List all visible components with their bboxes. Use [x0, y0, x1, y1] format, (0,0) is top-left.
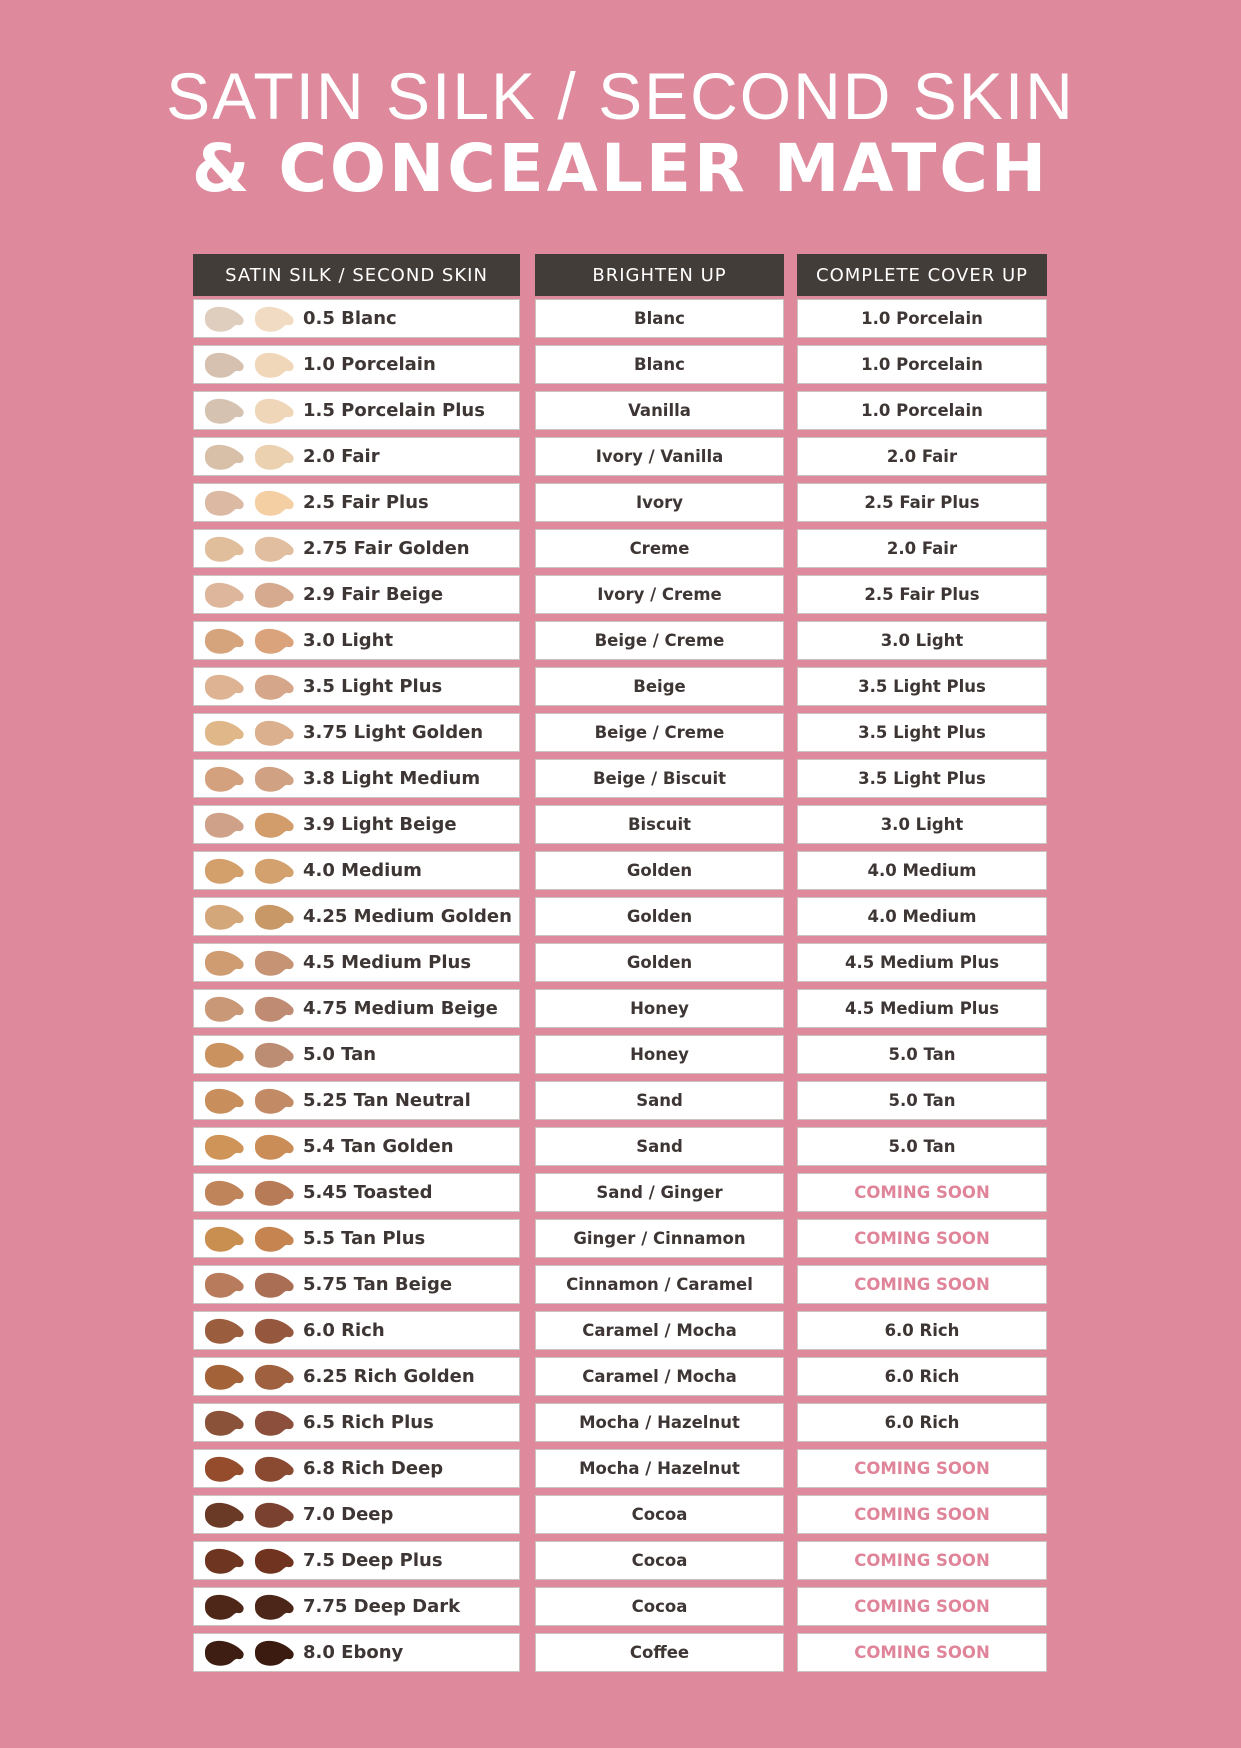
- shade-swatch-1: [202, 1224, 246, 1254]
- cover-up-match: 1.0 Porcelain: [797, 299, 1047, 338]
- shade-swatch-2: [252, 626, 296, 656]
- cover-up-match: 3.5 Light Plus: [797, 713, 1047, 752]
- brighten-up-match: Sand: [535, 1127, 784, 1166]
- brighten-up-match: Golden: [535, 943, 784, 982]
- foundation-shade-row: [193, 1495, 520, 1534]
- foundation-column-header: SATIN SILK / SECOND SKIN: [193, 254, 520, 296]
- shade-swatch-1: [202, 1040, 246, 1070]
- shade-swatch-1: [202, 442, 246, 472]
- foundation-shade-row: [193, 1587, 520, 1626]
- coming-soon-label: COMING SOON: [797, 1219, 1047, 1258]
- brighten-up-match: Ginger / Cinnamon: [535, 1219, 784, 1258]
- cover-up-match: 3.5 Light Plus: [797, 759, 1047, 798]
- shade-swatch-1: [202, 948, 246, 978]
- foundation-shade-name: 1.0 Porcelain: [303, 354, 436, 375]
- shade-swatch-2: [252, 1500, 296, 1530]
- brighten-up-match: Beige / Biscuit: [535, 759, 784, 798]
- foundation-shade-row: [193, 391, 520, 430]
- brighten-up-match: Biscuit: [535, 805, 784, 844]
- shade-swatch-2: [252, 1454, 296, 1484]
- brighten-up-match: Cocoa: [535, 1587, 784, 1626]
- shade-swatch-1: [202, 1316, 246, 1346]
- cover-up-match: 4.5 Medium Plus: [797, 943, 1047, 982]
- shade-swatch-2: [252, 1316, 296, 1346]
- shade-swatch-2: [252, 1086, 296, 1116]
- foundation-shade-row: [193, 713, 520, 752]
- foundation-shade-row: [193, 989, 520, 1028]
- brighten-up-match: Coffee: [535, 1633, 784, 1672]
- shade-swatch-1: [202, 1592, 246, 1622]
- shade-swatches: [194, 1178, 299, 1208]
- foundation-shade-name: 0.5 Blanc: [303, 308, 397, 329]
- shade-swatch-1: [202, 718, 246, 748]
- shade-swatches: [194, 764, 299, 794]
- shade-swatches: [194, 1270, 299, 1300]
- foundation-shade-name: 8.0 Ebony: [303, 1642, 404, 1663]
- shade-swatch-1: [202, 1086, 246, 1116]
- shade-swatch-1: [202, 1546, 246, 1576]
- shade-swatches: [194, 488, 299, 518]
- brighten-up-match: Caramel / Mocha: [535, 1311, 784, 1350]
- brighten-up-column: [535, 254, 784, 1679]
- foundation-shade-row: [193, 1403, 520, 1442]
- cover-up-match: 5.0 Tan: [797, 1035, 1047, 1074]
- foundation-shade-name: 3.0 Light: [303, 630, 394, 651]
- shade-swatch-1: [202, 1408, 246, 1438]
- cover-up-match: 6.0 Rich: [797, 1311, 1047, 1350]
- shade-swatch-2: [252, 902, 296, 932]
- foundation-shade-name: 6.25 Rich Golden: [303, 1366, 475, 1387]
- foundation-shade-row: [193, 575, 520, 614]
- shade-swatch-2: [252, 1638, 296, 1668]
- shade-swatch-1: [202, 1362, 246, 1392]
- cover-up-match: 3.5 Light Plus: [797, 667, 1047, 706]
- foundation-shade-row: [193, 483, 520, 522]
- shade-swatch-2: [252, 1178, 296, 1208]
- cover-up-match: 4.0 Medium: [797, 851, 1047, 890]
- shade-swatch-2: [252, 1408, 296, 1438]
- cover-up-match: 6.0 Rich: [797, 1357, 1047, 1396]
- shade-swatches: [194, 626, 299, 656]
- shade-swatch-1: [202, 764, 246, 794]
- foundation-shade-row: [193, 897, 520, 936]
- cover-up-match: 6.0 Rich: [797, 1403, 1047, 1442]
- foundation-shade-name: 5.0 Tan: [303, 1044, 377, 1065]
- cover-up-match: 4.0 Medium: [797, 897, 1047, 936]
- shade-swatch-2: [252, 856, 296, 886]
- brighten-up-match: Cocoa: [535, 1541, 784, 1580]
- shade-swatch-2: [252, 442, 296, 472]
- foundation-shade-name: 2.0 Fair: [303, 446, 380, 467]
- brighten-up-match: Blanc: [535, 299, 784, 338]
- shade-swatch-2: [252, 396, 296, 426]
- shade-swatch-2: [252, 1270, 296, 1300]
- shade-swatches: [194, 718, 299, 748]
- brighten-up-column-header: BRIGHTEN UP: [535, 254, 784, 296]
- brighten-up-match: Honey: [535, 1035, 784, 1074]
- cover-up-column-header: COMPLETE COVER UP: [797, 254, 1047, 296]
- foundation-shade-row: [193, 1035, 520, 1074]
- foundation-shade-row: [193, 1449, 520, 1488]
- foundation-column: [193, 254, 520, 1679]
- foundation-shade-name: 3.8 Light Medium: [303, 768, 481, 789]
- shade-swatches: [194, 1638, 299, 1668]
- foundation-shade-name: 2.5 Fair Plus: [303, 492, 429, 513]
- shade-swatches: [194, 902, 299, 932]
- shade-swatches: [194, 1086, 299, 1116]
- foundation-shade-name: 7.75 Deep Dark: [303, 1596, 461, 1617]
- shade-swatches: [194, 1362, 299, 1392]
- shade-swatches: [194, 672, 299, 702]
- foundation-shade-row: [193, 943, 520, 982]
- shade-swatch-2: [252, 1224, 296, 1254]
- foundation-shade-name: 7.5 Deep Plus: [303, 1550, 443, 1571]
- shade-swatch-1: [202, 1454, 246, 1484]
- cover-up-match: 3.0 Light: [797, 621, 1047, 660]
- brighten-up-match: Mocha / Hazelnut: [535, 1403, 784, 1442]
- brighten-up-match: Caramel / Mocha: [535, 1357, 784, 1396]
- shade-swatch-2: [252, 580, 296, 610]
- shade-swatch-1: [202, 1132, 246, 1162]
- foundation-shade-row: [193, 1081, 520, 1120]
- foundation-shade-name: 2.9 Fair Beige: [303, 584, 444, 605]
- shade-swatch-2: [252, 994, 296, 1024]
- shade-swatches: [194, 948, 299, 978]
- shade-swatches: [194, 1132, 299, 1162]
- cover-up-column: [797, 254, 1047, 1679]
- foundation-shade-name: 4.25 Medium Golden: [303, 906, 512, 927]
- shade-swatch-2: [252, 304, 296, 334]
- foundation-shade-row: [193, 667, 520, 706]
- brighten-up-match: Sand: [535, 1081, 784, 1120]
- foundation-shade-row: [193, 437, 520, 476]
- foundation-shade-row: [193, 805, 520, 844]
- shade-swatches: [194, 1546, 299, 1576]
- brighten-up-match: Golden: [535, 851, 784, 890]
- brighten-up-match: Cinnamon / Caramel: [535, 1265, 784, 1304]
- foundation-shade-name: 3.75 Light Golden: [303, 722, 484, 743]
- foundation-shade-name: 6.8 Rich Deep: [303, 1458, 444, 1479]
- brighten-up-match: Ivory / Vanilla: [535, 437, 784, 476]
- shade-swatch-1: [202, 534, 246, 564]
- cover-up-match: 5.0 Tan: [797, 1081, 1047, 1120]
- shade-swatch-1: [202, 488, 246, 518]
- shade-swatch-2: [252, 1546, 296, 1576]
- brighten-up-match: Cocoa: [535, 1495, 784, 1534]
- cover-up-match: 2.5 Fair Plus: [797, 575, 1047, 614]
- foundation-shade-row: [193, 1311, 520, 1350]
- shade-swatches: [194, 856, 299, 886]
- shade-swatch-1: [202, 1500, 246, 1530]
- shade-swatch-2: [252, 1362, 296, 1392]
- foundation-shade-name: 3.5 Light Plus: [303, 676, 443, 697]
- shade-swatches: [194, 1316, 299, 1346]
- coming-soon-label: COMING SOON: [797, 1633, 1047, 1672]
- shade-swatches: [194, 1500, 299, 1530]
- foundation-shade-row: [193, 1173, 520, 1212]
- shade-swatches: [194, 994, 299, 1024]
- foundation-shade-row: [193, 529, 520, 568]
- foundation-shade-row: [193, 1127, 520, 1166]
- shade-swatches: [194, 442, 299, 472]
- shade-swatches: [194, 1408, 299, 1438]
- coming-soon-label: COMING SOON: [797, 1587, 1047, 1626]
- title-line-2: & CONCEALER MATCH: [191, 130, 1050, 207]
- cover-up-match: 4.5 Medium Plus: [797, 989, 1047, 1028]
- cover-up-match: 3.0 Light: [797, 805, 1047, 844]
- cover-up-match: 1.0 Porcelain: [797, 345, 1047, 384]
- cover-up-match: 1.0 Porcelain: [797, 391, 1047, 430]
- shade-swatches: [194, 396, 299, 426]
- foundation-shade-name: 5.45 Toasted: [303, 1182, 433, 1203]
- shade-swatches: [194, 1040, 299, 1070]
- shade-swatch-1: [202, 810, 246, 840]
- coming-soon-label: COMING SOON: [797, 1541, 1047, 1580]
- coming-soon-label: COMING SOON: [797, 1495, 1047, 1534]
- shade-swatches: [194, 304, 299, 334]
- foundation-shade-name: 5.5 Tan Plus: [303, 1228, 426, 1249]
- foundation-shade-name: 4.0 Medium: [303, 860, 422, 881]
- brighten-up-match: Golden: [535, 897, 784, 936]
- shade-swatch-1: [202, 626, 246, 656]
- title-line-1: SATIN SILK / SECOND SKIN: [166, 59, 1075, 133]
- shade-swatches: [194, 1592, 299, 1622]
- foundation-shade-row: [193, 621, 520, 660]
- shade-swatches: [194, 534, 299, 564]
- shade-swatch-2: [252, 488, 296, 518]
- foundation-shade-name: 5.4 Tan Golden: [303, 1136, 454, 1157]
- shade-swatch-1: [202, 304, 246, 334]
- foundation-shade-name: 4.75 Medium Beige: [303, 998, 498, 1019]
- shade-swatches: [194, 810, 299, 840]
- shade-swatches: [194, 580, 299, 610]
- foundation-shade-name: 3.9 Light Beige: [303, 814, 457, 835]
- shade-swatch-1: [202, 350, 246, 380]
- shade-swatch-2: [252, 948, 296, 978]
- foundation-shade-row: [193, 1219, 520, 1258]
- shade-swatch-2: [252, 534, 296, 564]
- brighten-up-match: Vanilla: [535, 391, 784, 430]
- brighten-up-match: Beige / Creme: [535, 621, 784, 660]
- shade-swatch-2: [252, 350, 296, 380]
- brighten-up-match: Mocha / Hazelnut: [535, 1449, 784, 1488]
- foundation-shade-name: 1.5 Porcelain Plus: [303, 400, 485, 421]
- coming-soon-label: COMING SOON: [797, 1265, 1047, 1304]
- foundation-shade-name: 4.5 Medium Plus: [303, 952, 472, 973]
- foundation-shade-name: 2.75 Fair Golden: [303, 538, 470, 559]
- foundation-shade-row: [193, 345, 520, 384]
- brighten-up-match: Ivory / Creme: [535, 575, 784, 614]
- foundation-shade-name: 6.0 Rich: [303, 1320, 385, 1341]
- cover-up-match: 2.5 Fair Plus: [797, 483, 1047, 522]
- brighten-up-match: Sand / Ginger: [535, 1173, 784, 1212]
- cover-up-match: 2.0 Fair: [797, 529, 1047, 568]
- foundation-shade-row: [193, 1541, 520, 1580]
- shade-swatch-2: [252, 764, 296, 794]
- shade-swatch-1: [202, 994, 246, 1024]
- cover-up-match: 2.0 Fair: [797, 437, 1047, 476]
- shade-swatch-1: [202, 1270, 246, 1300]
- foundation-shade-row: [193, 1357, 520, 1396]
- shade-swatch-1: [202, 580, 246, 610]
- shade-swatches: [194, 1224, 299, 1254]
- foundation-shade-row: [193, 851, 520, 890]
- shade-swatch-1: [202, 1638, 246, 1668]
- foundation-shade-row: [193, 1633, 520, 1672]
- coming-soon-label: COMING SOON: [797, 1449, 1047, 1488]
- shade-swatch-2: [252, 810, 296, 840]
- brighten-up-match: Beige / Creme: [535, 713, 784, 752]
- shade-swatch-2: [252, 1040, 296, 1070]
- foundation-shade-name: 5.75 Tan Beige: [303, 1274, 453, 1295]
- foundation-shade-row: [193, 759, 520, 798]
- brighten-up-match: Ivory: [535, 483, 784, 522]
- foundation-shade-row: [193, 299, 520, 338]
- shade-swatch-1: [202, 1178, 246, 1208]
- shade-swatch-1: [202, 856, 246, 886]
- shade-swatches: [194, 1454, 299, 1484]
- brighten-up-match: Honey: [535, 989, 784, 1028]
- shade-swatch-1: [202, 396, 246, 426]
- cover-up-match: 5.0 Tan: [797, 1127, 1047, 1166]
- foundation-shade-name: 6.5 Rich Plus: [303, 1412, 434, 1433]
- foundation-shade-row: [193, 1265, 520, 1304]
- shade-swatch-2: [252, 1132, 296, 1162]
- shade-swatch-2: [252, 718, 296, 748]
- foundation-shade-name: 7.0 Deep: [303, 1504, 394, 1525]
- brighten-up-match: Creme: [535, 529, 784, 568]
- shade-swatch-2: [252, 1592, 296, 1622]
- shade-swatch-1: [202, 902, 246, 932]
- shade-swatch-1: [202, 672, 246, 702]
- shade-swatches: [194, 350, 299, 380]
- shade-swatch-2: [252, 672, 296, 702]
- foundation-shade-name: 5.25 Tan Neutral: [303, 1090, 471, 1111]
- coming-soon-label: COMING SOON: [797, 1173, 1047, 1212]
- brighten-up-match: Beige: [535, 667, 784, 706]
- brighten-up-match: Blanc: [535, 345, 784, 384]
